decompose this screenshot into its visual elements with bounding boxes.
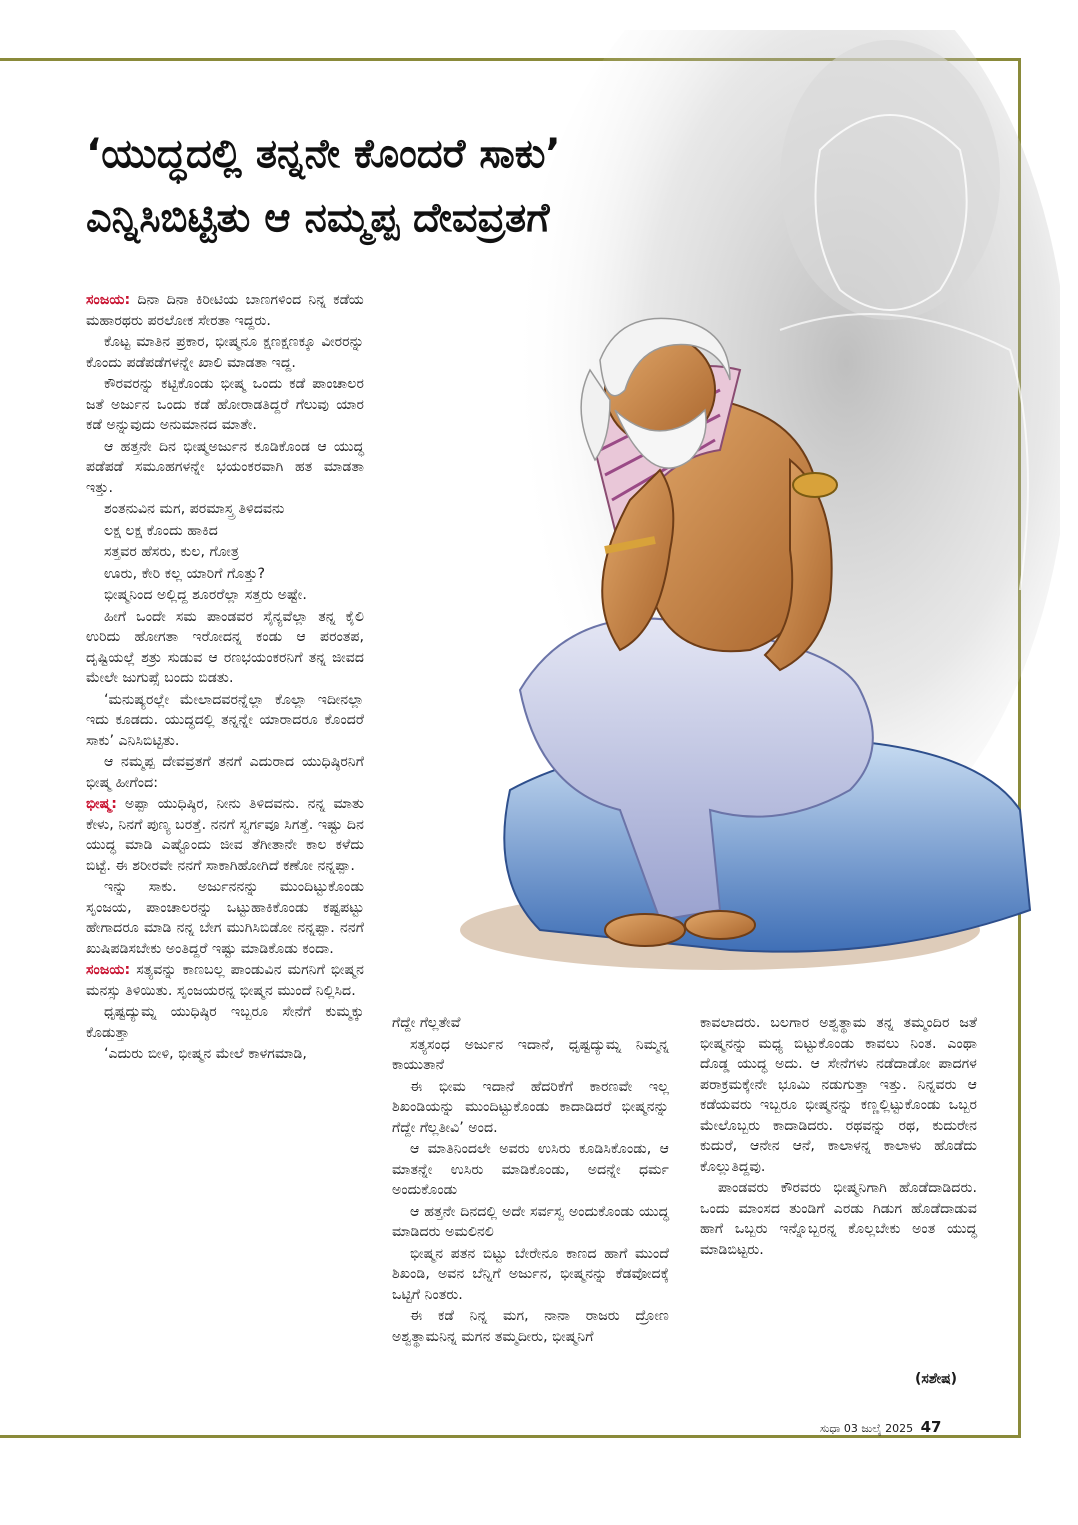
headline-line-2: ಎನ್ನಿಸಿಬಿಟ್ಟಿತು ಆ ನಮ್ಮಪ್ಪ ದೇವವ್ರತಗೆ xyxy=(86,195,550,241)
verse-line: ಲಕ್ಷ ಲಕ್ಷ ಕೊಂದು ಹಾಕಿದ xyxy=(104,522,218,539)
to-be-continued-label: (ಸಶೇಷ) xyxy=(915,1371,958,1387)
paragraph xyxy=(86,290,364,331)
paragraph: ಸತ್ಯಸಂಧ ಅರ್ಜುನ ಇದಾನೆ, ಧೃಷ್ಟದ್ಯುಮ್ನ ನಿಮ್ಮನ್ನ ಕಾಯುತಾನೆ xyxy=(392,1036,669,1073)
paragraph: ಆ ಮಾತಿನಿಂದಲೇ ಅವರು ಉಸಿರು ಕೂಡಿಸಿಕೊಂಡು, ಆ ಮಾತನ್ನೇ ಉಸಿರು ಮಾಡಿಕೊಂಡು, ಅದನ್ನೇ ಧರ್ಮ ಅಂದುಕೊಂಡು xyxy=(392,1141,669,1198)
paragraph: ಆ ಹತ್ತನೇ ದಿನ ಭೀಷ್ಮಅರ್ಜುನ ಕೂಡಿಕೊಂಡ ಆ ಯುದ್ಧ ಪಡೆಪಡೆ ಸಮೂಹಗಳನ್ನೇ ಭಯಂಕರವಾಗಿ ಹತ ಮಾಡತಾ ಇತ್ತು. xyxy=(86,438,364,496)
paragraph: ಭೀಷ್ಮನ ಪತನ ಬಿಟ್ಟು ಬೇರೇನೂ ಕಾಣದ ಹಾಗೆ ಮುಂದೆ ಶಿಖಂಡಿ, ಅವನ ಬೆನ್ನಿಗೆ ಅರ್ಜುನ, ಭೀಷ್ಮನನ್ನು ಕೆಡವೋದಕ್ಕೆ ಒಟ್ಟಿಗೆ ನಿಂತರು. xyxy=(392,1245,669,1303)
verse-line: ಊರು, ಕೇರಿ ಕಲ್ಲ ಯಾರಿಗೆ ಗೊತ್ತು? xyxy=(104,565,266,582)
paragraph: ಭೀಷ್ಮನಿಂದ ಅಲ್ಲಿದ್ದ ಶೂರರೆಲ್ಲಾ ಸತ್ತರು ಅಷ್ಟೇ. xyxy=(104,587,307,603)
paragraph: ಕೊಟ್ಟ ಮಾತಿನ ಪ್ರಕಾರ, ಭೀಷ್ಮನೂ ಕ್ಷಣಕ್ಷಣಕ್ಕೂ ವೀರರನ್ನು ಕೊಂದು ಪಡೆಪಡೆಗಳನ್ನೇ ಖಾಲಿ ಮಾಡತಾ ಇದ್ದ. xyxy=(86,334,364,371)
speaker-label: ಸಂಜಯ: xyxy=(86,962,131,978)
paragraph: ಪಾಂಡವರು ಕೌರವರು ಭೀಷ್ಮನಿಗಾಗಿ ಹೊಡೆದಾಡಿದರು. ಒಂದು ಮಾಂಸದ ತುಂಡಿಗೆ ಎರಡು ಗಿಡುಗ ಹೊಡೆದಾಡುವ ಹಾಗೆ ಒಬ್ಬರು ಇನ್ನೊಬ್ಬರನ್ನ ಕೊಲ್ಲಬೇಕು ಅಂತ ಯುದ್ಧ ಮಾಡಿಬಿಟ್ಟರು. xyxy=(700,1180,977,1258)
paragraph xyxy=(86,794,364,876)
paragraph-text: ದಿನಾ ದಿನಾ ಕಿರೀಟಿಯ ಬಾಣಗಳಿಂದ ನಿನ್ನ ಕಡೆಯ ಮಹಾರಥರು ಪರಲೋಕ ಸೇರತಾ ಇದ್ದರು. xyxy=(86,292,364,329)
verse-line: ಶಂತನುವಿನ ಮಗ, ಪರಮಾಸ್ತ್ರ ತಿಳಿದವನು xyxy=(104,501,285,517)
speaker-label: ಸಂಜಯ: xyxy=(86,292,131,308)
text-column-2 xyxy=(392,1013,669,1348)
paragraph xyxy=(86,960,364,1001)
text-column-3 xyxy=(700,1013,977,1261)
page-footer xyxy=(820,1418,942,1436)
issue-date: 03 ಜುಲೈ 2025 xyxy=(843,1422,914,1435)
paragraph: ಈ ಭೀಮ ಇದಾನೆ ಹೆದರಿಕೆಗೆ ಕಾರಣವೇ ಇಲ್ಲ ಶಿಖಂಡಿಯನ್ನು ಮುಂದಿಟ್ಟುಕೊಂಡು ಕಾದಾಡಿದರೆ ಭೀಷ್ಮನನ್ನು ಗೆದ್ದೇ ಗೆಲ್ಲತೀವಿ’ ಅಂದ. xyxy=(392,1078,669,1136)
paragraph: ಆ ನಮ್ಮಪ್ಪ ದೇವವ್ರತಗೆ ತನಗೆ ಎದುರಾದ ಯುಧಿಷ್ಠಿರನಿಗೆ ಭೀಷ್ಮ ಹೀಗೆಂದ: xyxy=(86,754,364,791)
headline xyxy=(86,122,806,250)
paragraph: ಆ ಹತ್ತನೇ ದಿನದಲ್ಲಿ ಅದೇ ಸರ್ವಸ್ವ ಅಂದುಕೊಂಡು ಯುದ್ಧ ಮಾಡಿದರು ಅಮಲಿನಲಿ xyxy=(392,1203,669,1240)
paragraph: ಗೆದ್ದೇ ಗೆಲ್ಲತೇವೆ xyxy=(392,1015,461,1031)
paragraph: ‘ಮನುಷ್ಯರಲ್ಲೇ ಮೇಲಾದವರನ್ನೆಲ್ಲಾ ಕೊಲ್ಲಾ ಇದೀನಲ್ಲಾ ಇದು ಕೂಡದು. ಯುದ್ಧದಲ್ಲಿ ತನ್ನನ್ನೇ ಯಾರಾದರೂ ಕೊಂದರೆ ಸಾಕು’ ಎನಿಸಿಬಿಟ್ಟಿತು. xyxy=(86,691,364,749)
magazine-name: ಸುಧಾ xyxy=(820,1422,841,1435)
paragraph-text: ಅಪ್ಪಾ ಯುಧಿಷ್ಠಿರ, ನೀನು ತಿಳಿದವನು. ನನ್ನ ಮಾತು ಕೇಳು, ನಿನಗೆ ಪುಣ್ಯ ಬರತ್ತೆ. ನನಗೆ ಸ್ವರ್ಗವೂ ಸಿಗತ್ತೆ. ಇಷ್ಟು ದಿನ ಯುದ್ಧ ಮಾಡಿ ಎಷ್ಟೊಂದು ಜೀವ ತೆಗೀತಾನೇ ಕಾಲ ಕಳೆದು ಬಿಟ್ಟೆ. ಈ ಶರೀರವೇ ನನಗೆ ಸಾಕಾಗಿಹೋಗಿದೆ ಕಣೋ ನನ್ನಪ್ಪಾ. xyxy=(86,796,364,874)
paragraph: ಈ ಕಡೆ ನಿನ್ನ ಮಗ, ನಾನಾ ರಾಜರು ದ್ರೋಣ ಅಶ್ವತ್ಥಾಮನಿನ್ನ ಮಗನ ತಮ್ಮದೀರು, ಭೀಷ್ಮನಿಗೆ xyxy=(392,1308,669,1345)
paragraph: ಕೌರವರನ್ನು ಕಟ್ಟಿಕೊಂಡು ಭೀಷ್ಮ ಒಂದು ಕಡೆ ಪಾಂಚಾಲರ ಜತೆ ಅರ್ಜುನ ಒಂದು ಕಡೆ ಹೋರಾಡತಿದ್ದರೆ ಗೆಲುವು ಯಾರ ಕಡೆ ಅನ್ನುವುದು ಅನುಮಾನದ ಮಾತೇ. xyxy=(86,376,364,433)
paragraph: ಹೀಗೆ ಒಂದೇ ಸಮ ಪಾಂಡವರ ಸೈನ್ಯವೆಲ್ಲಾ ತನ್ನ ಕೈಲಿ ಉರಿದು ಹೋಗತಾ ಇರೋದನ್ನ ಕಂಡು ಆ ಪರಂತಪ, ದೃಷ್ಟಿಯಲ್ಲೆ ಶತ್ರು ಸುಡುವ ಆ ರಣಭಯಂಕರನಿಗೆ ತನ್ನ ಜೀವದ ಮೇಲೇ ಜುಗುಪ್ಸೆ ಬಂದು ಬಿಡತು. xyxy=(86,608,364,686)
paragraph: ಧೃಷ್ಟದ್ಯುಮ್ನ ಯುಧಿಷ್ಠಿರ ಇಬ್ಬರೂ ಸೇನೆಗೆ ಕುಮ್ಮಕ್ಕು ಕೊಡುತ್ತಾ xyxy=(86,1004,364,1041)
paragraph: ಇನ್ನು ಸಾಕು. ಅರ್ಜುನನನ್ನು ಮುಂದಿಟ್ಟುಕೊಂಡು ಸೃಂಜಯ, ಪಾಂಚಾಲರನ್ನು ಒಟ್ಟುಹಾಕಿಕೊಂಡು ಕಷ್ಟಪಟ್ಟು ಹೇಗಾದರೂ ಮಾಡಿ ನನ್ನ ಬೇಗ ಮುಗಿಸಿಬಿಡೋ ನನ್ನಪ್ಪಾ. ನನಗೆ ಖುಷಿಪಡಿಸಬೇಕು ಅಂತಿದ್ದರೆ ಇಷ್ಟು ಮಾಡಿಕೊಡು ಕಂದಾ. xyxy=(86,879,364,957)
verse-line: ಸತ್ತವರ ಹೆಸರು, ಕುಲ, ಗೋತ್ರ xyxy=(104,544,239,560)
speaker-label: ಭೀಷ್ಮ: xyxy=(86,796,117,812)
paragraph: ಕಾವಲಾದರು. ಬಲಗಾರ ಅಶ್ವತ್ಥಾಮ ತನ್ನ ತಮ್ಮಂದಿರ ಜತೆ ಭೀಷ್ಮನನ್ನು ಮಧ್ಯ ಬಿಟ್ಟುಕೊಂಡು ಕಾವಲು ನಿಂತ. ಎಂಥಾ ದೊಡ್ಡ ಯುದ್ಧ ಅದು. ಆ ಸೇನೆಗಳು ನಡೆದಾಡೋ ಪಾದಗಳ ಪರಾಕ್ರಮಕ್ಕೇನೇ ಭೂಮಿ ನಡುಗುತ್ತಾ ಇತ್ತು. ನಿನ್ನವರು ಆ ಕಡೆಯವರು ಇಬ್ಬರೂ ಭೀಷ್ಮನನ್ನು ಕಣ್ಣಲ್ಲಿಟ್ಟುಕೊಂಡು ಒಬ್ಬರ ಮೇಲೊಬ್ಬರು ಕಾದಾಡಿದರು. ರಥವನ್ನು ರಥ, ಕುದುರೇನ ಕುದುರೆ, ಆನೇನ ಆನೆ, ಕಾಲಾಳನ್ನ ಕಾಲಾಳು ಹೊಡೆದು ಕೊಲ್ಲುತಿದ್ದವು. xyxy=(700,1015,977,1175)
headline-line-1: ‘ಯುದ್ಧದಲ್ಲಿ ತನ್ನನೇ ಕೊಂದರೆ ಸಾಕು’ xyxy=(86,131,561,177)
text-column-1 xyxy=(86,290,364,1066)
paragraph: ‘ಎದುರು ಬೀಳಿ, ಭೀಷ್ಮನ ಮೇಲೆ ಕಾಳಗಮಾಡಿ, xyxy=(104,1046,307,1062)
page-number: 47 xyxy=(920,1418,942,1436)
paragraph-text: ಸತ್ಯವನ್ನು ಕಾಣಬಲ್ಲ ಪಾಂಡುವಿನ ಮಗನಿಗೆ ಭೀಷ್ಮನ ಮನಸ್ಸು ತಿಳಿಯಿತು. ಸೃಂಜಯರನ್ನ ಭೀಷ್ಮನ ಮುಂದೆ ನಿಲ್ಲಿಸಿದ. xyxy=(86,962,364,999)
